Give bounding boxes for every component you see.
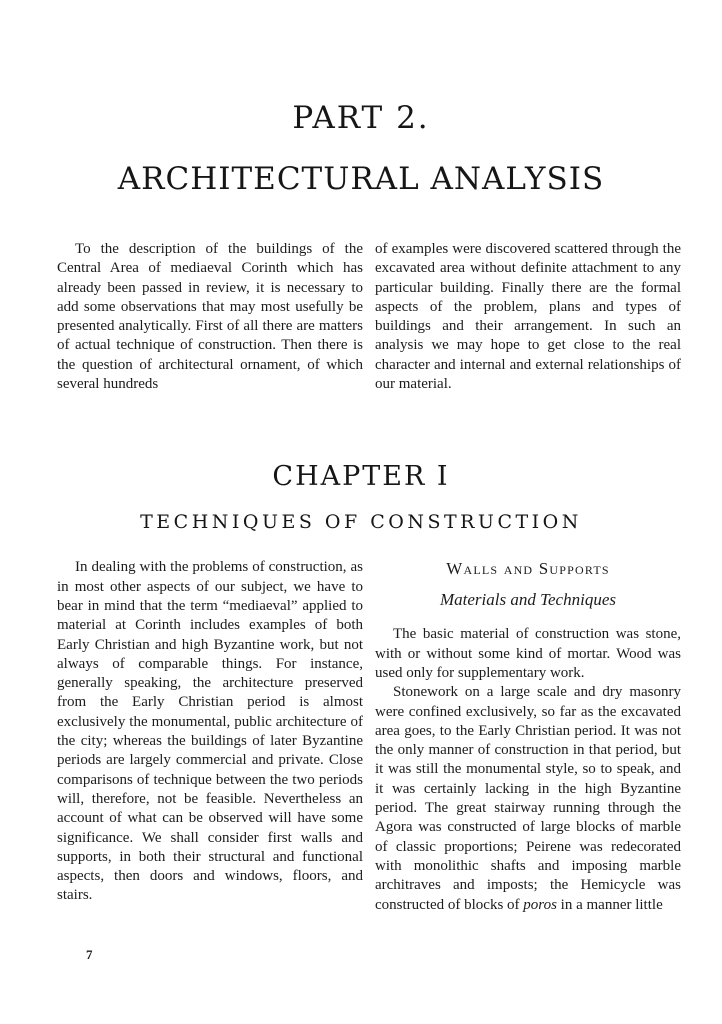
intro-left-paragraph: To the description of the buildings of the Central Area of mediaeval Corinth which has already been passed in review, it is necessary to add some observations that may most usefully be presented analytically. First of all there are matters of actual technique of construction. Then there is the question of architectural ornament, of which several hundreds [57,241,363,393]
body-left-paragraph: In dealing with the problems of construction, as in most other aspects of our subject, we have to bear in mind that the term “mediaeval” applied to material at Corinth includes examples of both Early Christian and high Byzantine work, but not always of comparable things. For instance, generally speaking, the architecture preserved from the Early Christian period is almost exclusively the monumental, public architecture of the city; whereas the buildings of later Byzantine periods are largely commercial and private. Close comparisons of technique between the two periods will, therefore, not be feasible. Nevertheless an account of what can be observed will have some significance. We shall consider first walls and supports, in both their structural and functional aspects, then doors and windows, floors, and stairs. [57,559,363,904]
chapter-subtitle: TECHNIQUES OF CONSTRUCTION [140,511,582,534]
body-right-column [375,558,681,914]
page-number: 7 [86,947,93,962]
intro-right-paragraph: of examples were discovered scattered through the excavated area without definite attachment to any particular building. Finally there are the formal aspects of the problem, plans and types of buildings and their arrangement. In such an analysis we may hope to get close to the real character and internal and external relationships of our material. [375,241,681,393]
part-subtitle: ARCHITECTURAL ANALYSIS [117,161,605,197]
italic-term-poros: poros [523,896,557,913]
paragraph-text: Stonework on a large scale and dry masonry were confined exclusively, so far as the excavated area goes, to the Early Christian period. It was not the only manner of construction in that period, but it was still the monumental style, so to speak, and it was certainly lacking in the high Byzantine period. The great stairway running through the Agora was constructed of large blocks of marble of classic proportions; Peirene was redecorated with monolithic shafts and imposing marble architraves and imposts; the Hemicycle was constructed of blocks of [375,684,681,913]
paragraph-text: in a manner little [556,896,663,913]
materials-and-techniques-subheading: Materials and Techniques [440,590,616,610]
body-right-paragraph-2 [375,683,681,915]
part-title: PART 2. [292,100,430,136]
chapter-title: CHAPTER I [272,461,450,493]
intro-columns [57,240,681,394]
body-columns [57,558,681,914]
body-right-paragraph-1: The basic material of construction was stone, with or without some kind of mortar. Wood was used only for supplementary work. [375,626,681,681]
walls-and-supports-heading: Walls and Supports [446,559,610,579]
